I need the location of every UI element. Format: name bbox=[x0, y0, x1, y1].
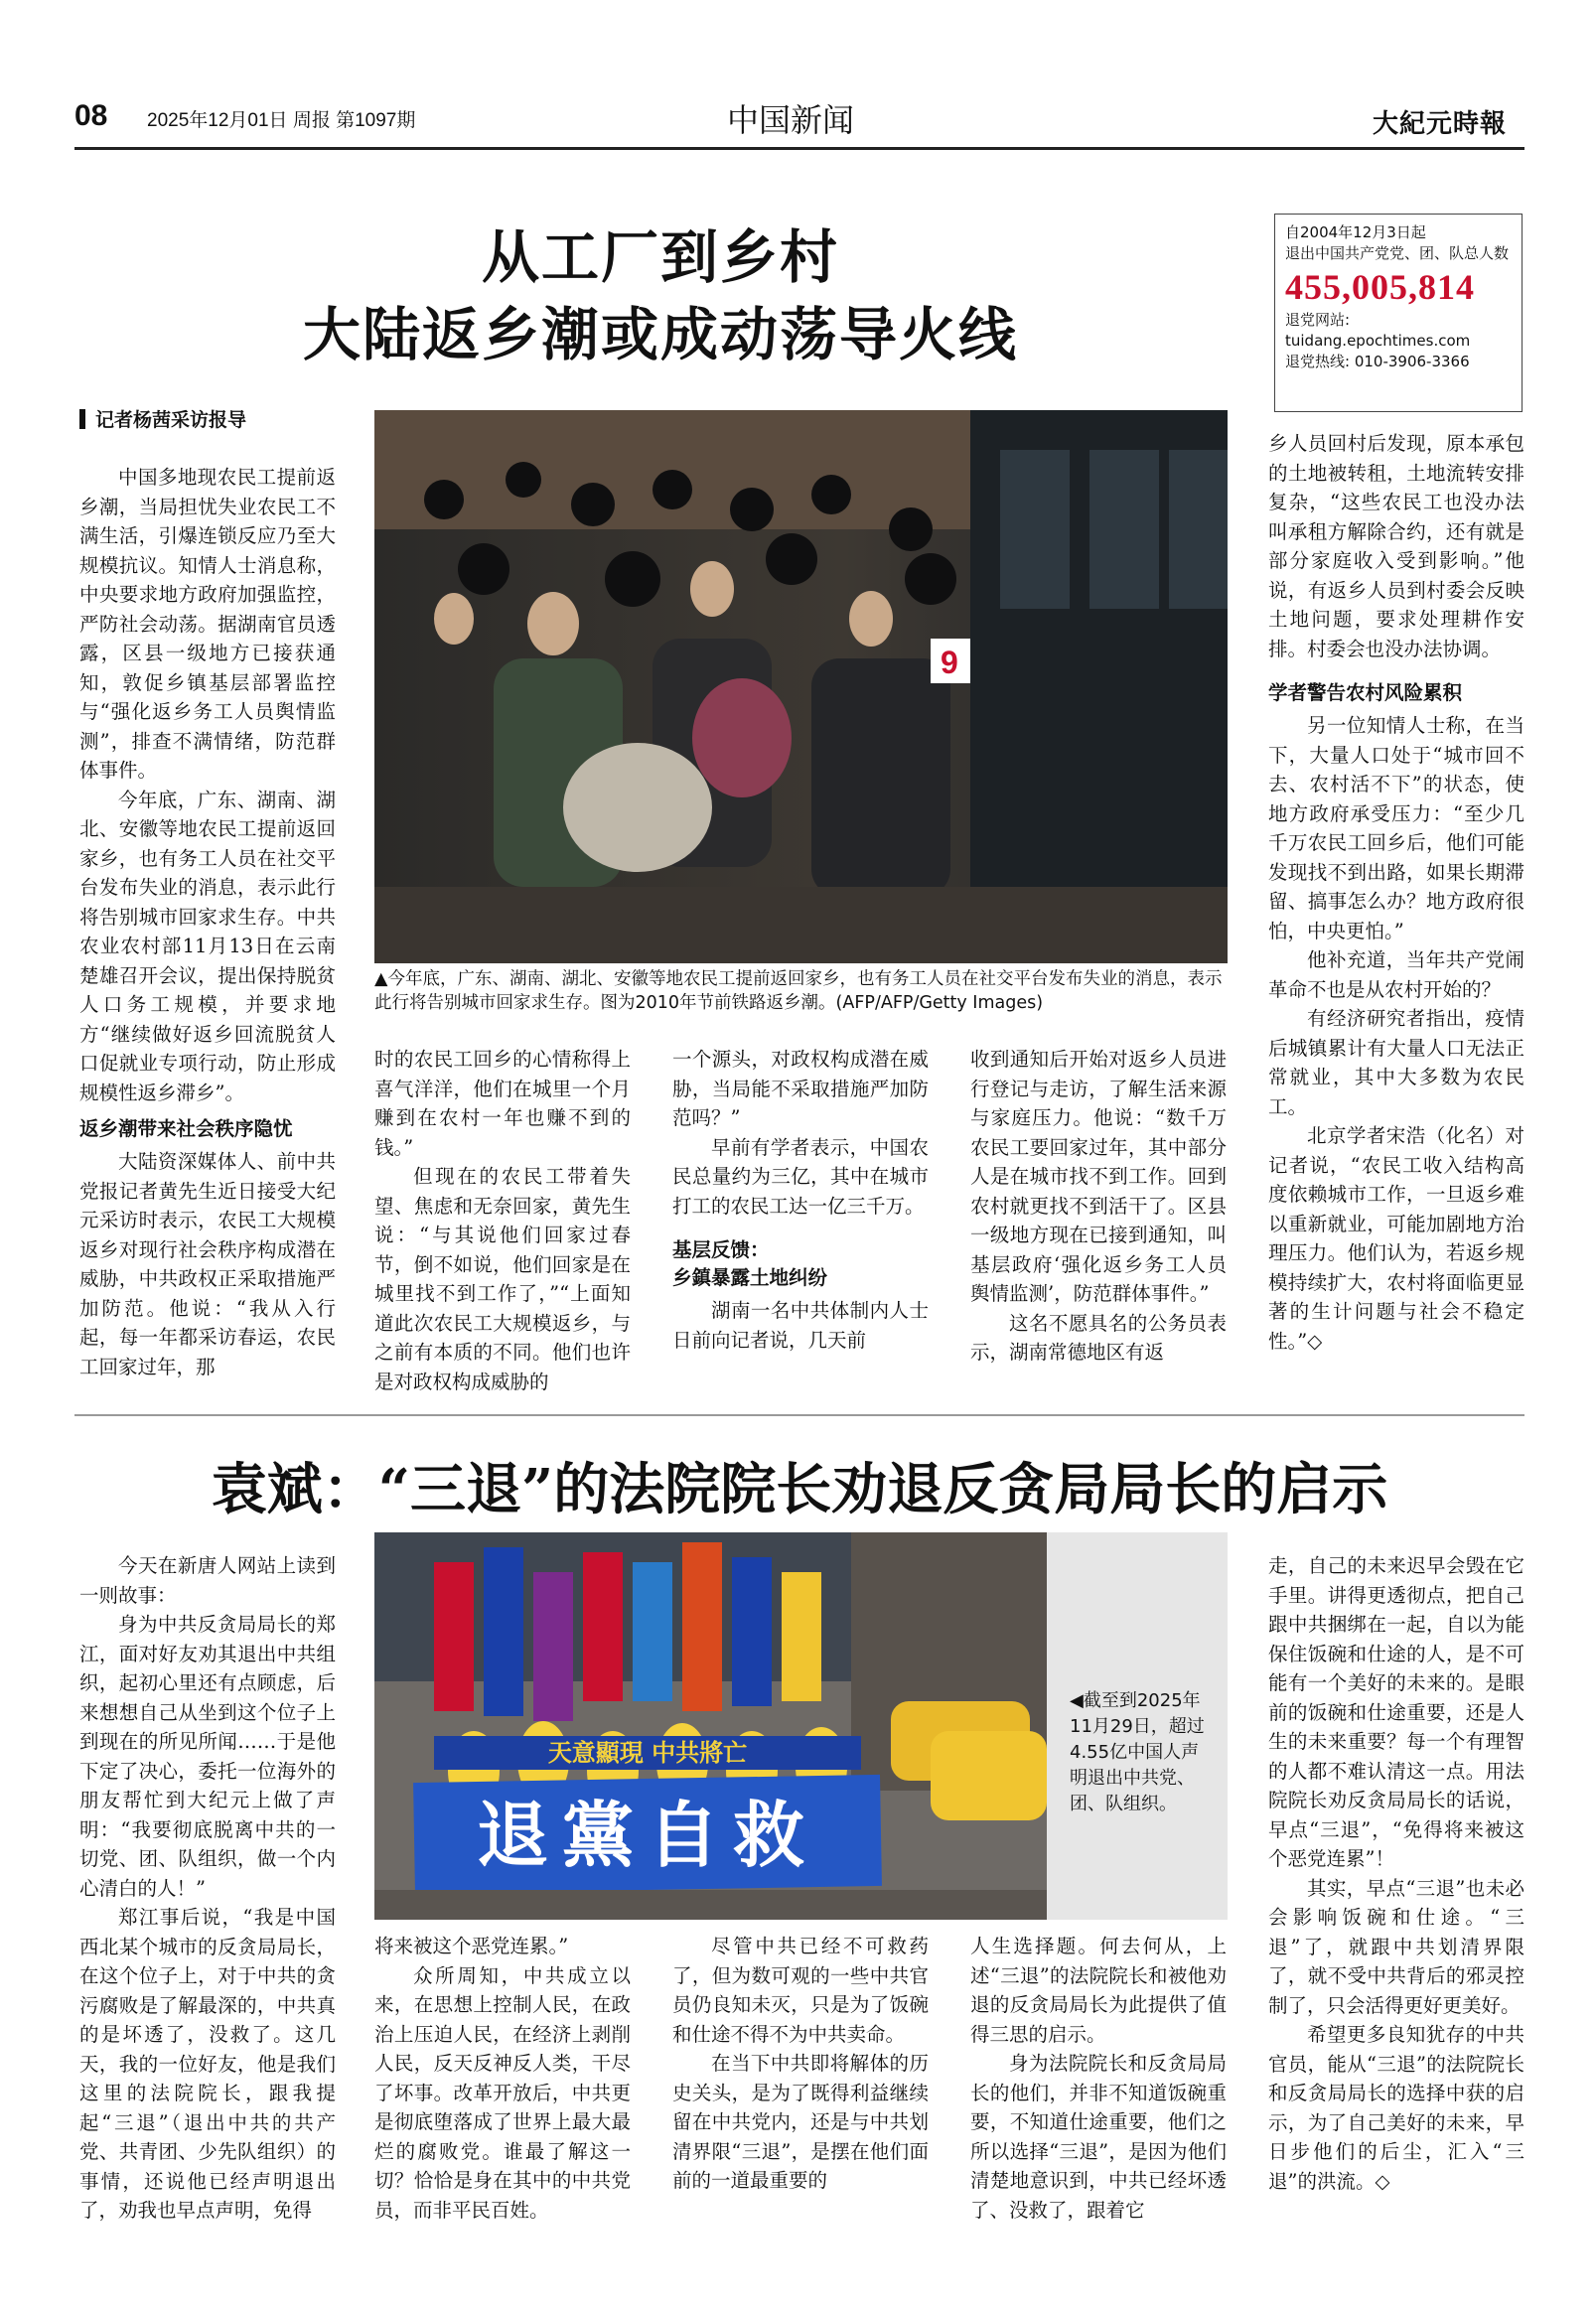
paragraph: 湖南一名中共体制内人士日前向记者说，几天前 bbox=[672, 1299, 929, 1352]
paragraph: 今天在新唐人网站上读到一则故事： bbox=[79, 1554, 336, 1607]
paragraph: 乡人员回村后发现，原本承包的土地被转租，土地流转安排复杂，“这些农民工也没办法叫承租方解除合约，还有就是部分家庭收入受到影响。”他说，有返乡人员到村委会反映土地问题，要求处理耕作安排。村委会也没办法协调。 bbox=[1268, 432, 1524, 660]
paragraph: 其实，早点“三退”也未必会影响饭碗和仕途。“三退”了，就跟中共划清界限了，就不受中共背后的邪灵控制了，只会活得更好更美好。 bbox=[1268, 1876, 1524, 2017]
article1-col3 bbox=[672, 1045, 929, 1355]
paragraph: 身为中共反贪局局长的郑江，面对好友劝其退出中共组织，起初心里还有点顾虑，后来想想自己从坐到这个位子上到现在的所见所闻……于是他下定了决心，委托一位海外的朋友帮忙到大纪元上做了声明：“我要彻底脱离中共的一切党、团、队组织，做一个内心清白的人！” bbox=[79, 1613, 336, 1900]
masthead-logo: 大紀元時報 bbox=[1373, 109, 1508, 139]
paragraph: 人生选择题。何去何从，上述“三退”的法院院长和被他劝退的反贪局局长为此提供了值得三思的启示。 bbox=[970, 1935, 1227, 2046]
paragraph: 但现在的农民工带着失望、焦虑和无奈回家，黄先生说：“与其说他们回家过春节，倒不如说，他们回家是在城里找不到工作了，”“上面知道此次农民工大规模返乡，与之前有本质的不同。他们也许是对政权构成威胁的 bbox=[374, 1165, 631, 1393]
paragraph: 一个源头，对政权构成潜在威胁，当局能不采取措施严加防范吗？” bbox=[672, 1048, 929, 1129]
tuidang-count: 455,005,814 bbox=[1285, 267, 1475, 307]
svg-text:9: 9 bbox=[941, 645, 958, 680]
paragraph: 郑江事后说，“我是中国西北某个城市的反贪局局长，在这个位子上，对于中共的贪污腐败是了解最深的，中共真的是坏透了，没救了。这几天，我的一位好友，他是我们这里的法院院长，跟我提起“三退”（退出中共的共产党、共青团、少先队组织）的事情，还说他已经声明退出了，劝我也早点声明，免得 bbox=[79, 1906, 336, 2222]
subheading: 返乡潮带来社会秩序隐忧 bbox=[79, 1117, 293, 1140]
subheading: 乡鎮暴露土地纠纷 bbox=[672, 1266, 828, 1289]
tuidang-since: 自2004年12月3日起 bbox=[1285, 223, 1426, 241]
tuidang-hotline: 退党热线: 010-3906-3366 bbox=[1285, 353, 1470, 370]
byline-text: 记者杨茜采访报导 bbox=[95, 409, 247, 431]
article2-photo-block bbox=[374, 1532, 1228, 1920]
banner-subtitle: 天意顯現 中共將亡 bbox=[547, 1739, 748, 1767]
article2-col2 bbox=[374, 1932, 631, 2225]
paragraph: 另一位知情人士称，在当下，大量人口处于“城市回不去、农村活不下”的状态，使地方政府承受压力：“至少几千万农民工回乡后，他们可能发现找不到出路，如果长期滞留、搞事怎么办？地方政府很怕，中央更怕。” bbox=[1268, 714, 1524, 942]
paragraph: 今年底，广东、湖南、湖北、安徽等地农民工提前返回家乡，也有务工人员在社交平台发布失业的消息，表示此行将告别城市回家求生存。中共农业农村部11月13日在云南楚雄召开会议，提出保持脱贫人口务工规模，并要求地方“继续做好返乡回流脱贫人口促就业专项行动，防止形成规模性返乡滞乡”。 bbox=[79, 788, 336, 1104]
article2-col3 bbox=[672, 1932, 929, 2196]
article2-headline: 袁斌：“三退”的法院院长劝退反贪局局长的启示 bbox=[211, 1457, 1388, 1522]
paragraph: 时的农民工回乡的心情称得上喜气洋洋，他们在城里一个月赚到在农村一年也赚不到的钱。” bbox=[374, 1048, 631, 1159]
article1-headline-line1: 从工厂到乡村 bbox=[481, 223, 839, 291]
tuidang-website[interactable]: tuidang.epochtimes.com bbox=[1285, 332, 1471, 350]
subheading: 学者警告农村风险累积 bbox=[1268, 681, 1463, 704]
article-divider bbox=[74, 1414, 1524, 1416]
train-station-crowd-image bbox=[374, 410, 1228, 963]
article1-photo bbox=[374, 410, 1228, 963]
paragraph: 早前有学者表示，中国农民总量约为三亿，其中在城市打工的农民工达一亿三千万。 bbox=[672, 1135, 929, 1218]
issue-date: 2025年12月01日 周报 第1097期 bbox=[147, 110, 416, 131]
paragraph: 在当下中共即将解体的历史关头，是为了既得利益继续留在中共党内，还是与中共划清界限“三退”，是摆在他们面前的一道最重要的 bbox=[672, 2052, 929, 2192]
parade-banner-image bbox=[374, 1532, 1047, 1920]
paragraph: 北京学者宋浩（化名）对记者说，“农民工收入结构高度依赖城市工作，一旦返乡难以重新就业，可能加剧地方治理压力。他们认为，若返乡规模持续扩大，农村将面临更显著的生计问题与社会不稳定性。”◇ bbox=[1268, 1124, 1524, 1353]
byline-bar bbox=[79, 409, 85, 429]
article1-col4 bbox=[970, 1045, 1227, 1368]
paragraph: 希望更多良知犹存的中共官员，能从“三退”的法院院长和反贪局局长的选择中获的启示，为了自己美好的未来，早日步他们的后尘，汇入“三退”的洪流。◇ bbox=[1268, 2023, 1524, 2193]
paragraph: 这名不愿具名的公务员表示，湖南常德地区有返 bbox=[970, 1311, 1227, 1364]
article1-col5 bbox=[1268, 429, 1524, 1356]
paragraph: 身为法院院长和反贪局局长的他们，并非不知道饭碗重要，不知道仕途重要，他们之所以选择“三退”，是因为他们清楚地意识到，中共已经坏透了、没救了，跟着它 bbox=[970, 2052, 1227, 2222]
article1-col1 bbox=[79, 463, 336, 1381]
article1-col2 bbox=[374, 1045, 631, 1396]
article1-photo-caption: ▲今年底，广东、湖南、湖北、安徽等地农民工提前返回家乡，也有务工人员在社交平台发布失业的消息，表示此行将告别城市回家求生存。图为2010年节前铁路返乡潮。(AFP/AFP/Getty Images) bbox=[374, 969, 1223, 1013]
byline bbox=[79, 405, 246, 432]
header-rule bbox=[74, 147, 1524, 150]
subheading: 基层反馈： bbox=[672, 1238, 770, 1261]
paragraph: 中国多地现农民工提前返乡潮，当局担忧失业农民工不满生活，引爆连锁反应乃至大规模抗议。知情人士消息称，中央要求地方政府加强监控，严防社会动荡。据湖南官员透露，区县一级地方已接获通知，敦促乡镇基层部署监控与“强化返乡务工人员舆情监测”，排查不满情绪，防范群体事件。 bbox=[79, 466, 336, 782]
paragraph: 尽管中共已经不可救药了，但为数可观的一些中共官员仍良知未灭，只是为了饭碗和仕途不得不为中共卖命。 bbox=[672, 1935, 929, 2046]
article2-photo-caption: ◀截至到2025年11月29日，超过4.55亿中国人声明退出中共党、团、队组织。 bbox=[1070, 1690, 1205, 1814]
paragraph: 大陆资深媒体人、前中共党报记者黄先生近日接受大纪元采访时表示，农民工大规模返乡对现行社会秩序构成潜在威胁，中共政权正采取措施严加防范。他说：“我从入行起，每一年都采访春运，农民工回家过年，那 bbox=[79, 1150, 336, 1378]
paragraph: 有经济研究者指出，疫情后城镇累计有大量人口无法正常就业，其中大多数为农民工。 bbox=[1268, 1007, 1524, 1118]
page-number: 08 bbox=[74, 99, 108, 132]
banner-main-text: 退黨自救 bbox=[476, 1794, 819, 1877]
article2-col4 bbox=[970, 1932, 1227, 2225]
tuidang-desc: 退出中国共产党党、团、队总人数 bbox=[1285, 244, 1510, 262]
paragraph: 众所周知，中共成立以来，在思想上控制人民，在政治上压迫人民，在经济上剥削人民，反天反神反人类，干尽了坏事。改革开放后，中共更是彻底堕落成了世界上最大最烂的腐败党。谁最了解这一切？恰恰是身在其中的中共党员，而非平民百姓。 bbox=[374, 1963, 631, 2222]
paragraph: 他补充道，当年共产党闹革命不也是从农村开始的？ bbox=[1268, 948, 1524, 1001]
article2-photo bbox=[374, 1532, 1047, 1920]
paragraph: 收到通知后开始对返乡人员进行登记与走访，了解生活来源与家庭压力。他说：“数千万农民工要回家过年，其中部分人是在城市找不到工作。回到农村就更找不到活干了。区县一级地方现在已接到通知，叫基层政府‘强化返乡务工人员舆情监测’，防范群体事件。” bbox=[970, 1048, 1227, 1305]
paragraph: 走，自己的未来迟早会毁在它手里。讲得更透彻点，把自己跟中共捆绑在一起，自以为能保住饭碗和仕途的人，是不可能有一个美好的未来的。是眼前的饭碗和仕途重要，还是人生的未来重要？每一个有理智的人都不难认清这一点。用法院院长劝反贪局局长的话说，早点“三退”，“免得将来被这个恶党连累”！ bbox=[1268, 1554, 1524, 1870]
article1-headline-line2: 大陆返乡潮或成动荡导火线 bbox=[302, 301, 1018, 368]
tuidang-counter-box bbox=[1274, 214, 1523, 412]
section-title: 中国新闻 bbox=[727, 101, 855, 139]
article2-col1 bbox=[79, 1551, 336, 2226]
paragraph: 将来被这个恶党连累。” bbox=[374, 1935, 569, 1957]
article2-col5 bbox=[1268, 1551, 1524, 2196]
tuidang-website-label: 退党网站: bbox=[1285, 311, 1351, 329]
